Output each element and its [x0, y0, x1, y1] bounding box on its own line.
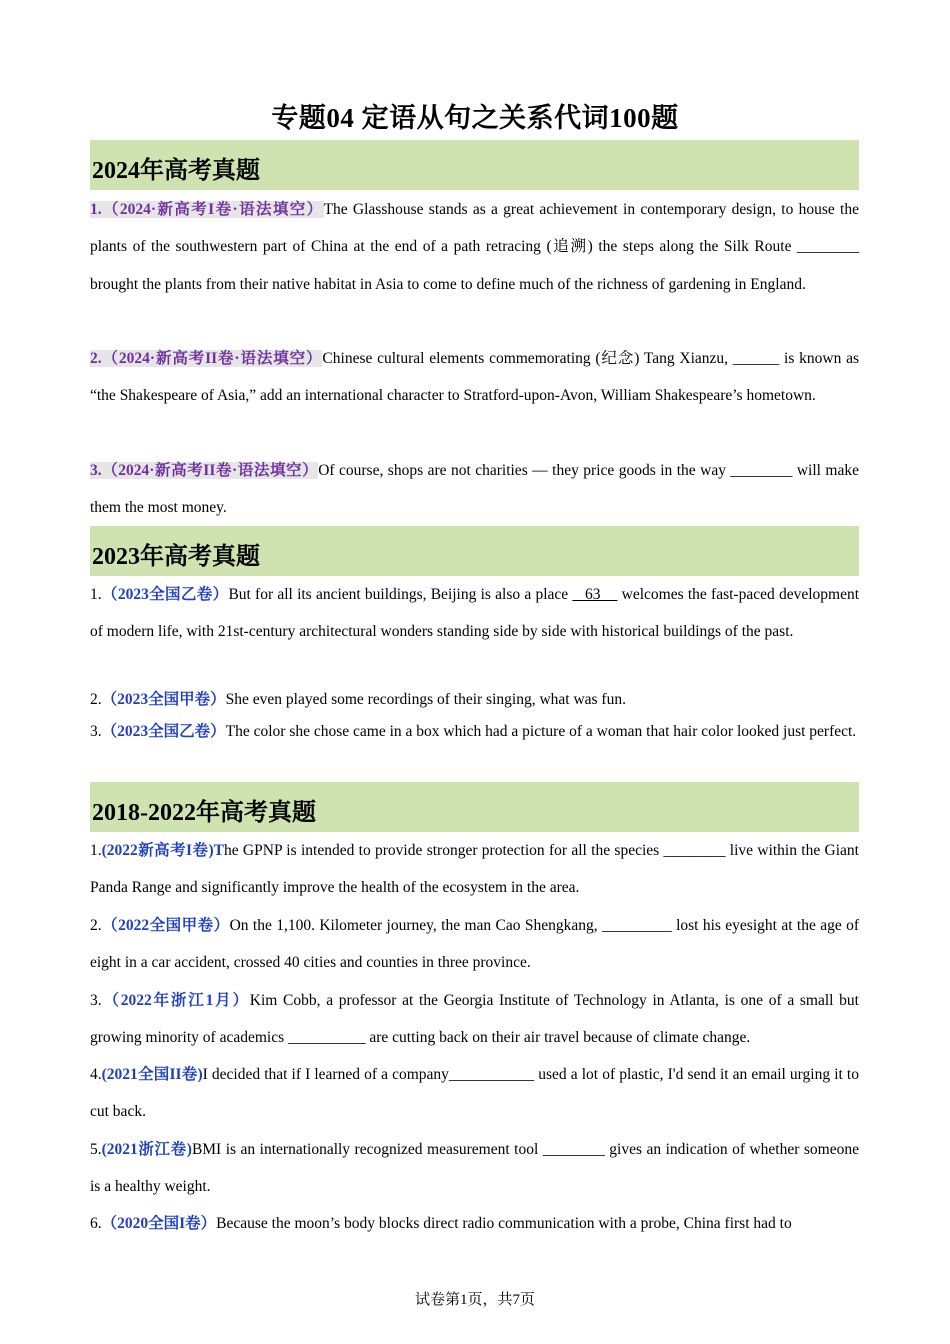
question-number: 3. — [90, 723, 102, 740]
question-number: 2. — [90, 691, 102, 708]
question-source-label: （2022全国甲卷） — [101, 917, 230, 934]
question-source-label: （2023全国乙卷） — [101, 723, 226, 740]
question-text: Kim Cobb, a professor at the Georgia Institute of Technology in Atlanta, is one of a small but growing minority of academics __________ are cutting back on their air travel because of climate change. — [90, 992, 859, 1047]
question-2022-3 — [90, 982, 859, 1057]
question-2022-2 — [90, 907, 859, 982]
question-source — [90, 350, 322, 367]
question-2024-2 — [90, 340, 859, 415]
question-2023-1 — [90, 576, 859, 651]
section-heading-text: 2018-2022年高考真题 — [92, 800, 316, 826]
question-number: 2. — [90, 917, 102, 934]
question-source-label: （2023全国甲卷） — [101, 691, 226, 708]
question-source — [90, 462, 318, 479]
question-2024-3 — [90, 452, 859, 527]
question-number: 2. — [90, 350, 102, 367]
question-2023-2 — [90, 684, 859, 716]
question-number: 1. — [90, 842, 102, 859]
question-number: 3. — [90, 992, 102, 1009]
question-text: The color she chose came in a box which had a picture of a woman that hair color looked just perfect. — [225, 723, 857, 740]
question-number: 3. — [90, 462, 102, 479]
question-source-label: （2024·新高考I卷·语法填空） — [101, 201, 324, 218]
question-text: I decided that if I learned of a company___________ used a lot of plastic, I'd send it an email urging it to cut back. — [90, 1066, 859, 1121]
question-text: On the 1,100. Kilometer journey, the man Cao Shengkang, _________ lost his eyesight at the age of eight in a car accident, crossed 40 cities and counties in three province. — [90, 917, 859, 972]
question-text: Of course, shops are not charities — they price goods in the way ________ will make them the most money. — [90, 462, 859, 517]
section-heading-text: 2023年高考真题 — [92, 544, 260, 570]
question-2024-1 — [90, 191, 859, 303]
question-text: Chinese cultural elements commemorating (纪念) Tang Xianzu, ______ is known as “the Shakespeare of Asia,” add an international character to Stratford-upon-Avon, William Shakespeare’s hometown. — [90, 350, 860, 405]
question-number: 5. — [90, 1141, 102, 1158]
section-heading-2018-2022 — [90, 782, 859, 832]
question-source-label: （2022年浙江1月） — [101, 992, 250, 1009]
question-source-label: (2021浙江卷) — [101, 1141, 192, 1158]
section-heading-text: 2024年高考真题 — [92, 158, 260, 184]
question-source-label: （2024·新高考II卷·语法填空） — [101, 462, 319, 479]
question-text: welcomes the fast-paced development of modern life, with 21st-century architectural wonders standing side by side with historical buildings of the past. — [90, 586, 860, 641]
question-number: 1. — [90, 586, 102, 603]
question-number: 1. — [90, 201, 102, 218]
question-2021-4 — [90, 1056, 859, 1131]
question-2023-3 — [90, 716, 859, 748]
question-2020-6 — [90, 1205, 859, 1242]
page-title: 专题04 定语从句之关系代词100题 — [271, 103, 679, 133]
question-source-label: （2020全国I卷） — [101, 1215, 217, 1232]
question-2022-1 — [90, 832, 859, 907]
page-footer: 试卷第1页，共7页 — [414, 1292, 535, 1308]
question-text: She even played some recordings of their singing, what was fun. — [225, 691, 626, 708]
question-source — [90, 201, 324, 218]
question-text: The Glasshouse stands as a great achievement in contemporary design, to house the plants of the southwestern part of China at the end of a path retracing (追溯) the steps along the Silk Route ________ brought the plants from their native habitat in Asia to come to define much of the richness of gardening in England. — [90, 201, 859, 293]
answer-blank: 63 — [572, 586, 618, 603]
section-heading-2024 — [90, 140, 859, 190]
question-2021-5 — [90, 1131, 859, 1206]
question-text: Because the moon’s body blocks direct radio communication with a probe, China first had to — [216, 1215, 792, 1232]
question-text: he GPNP is intended to provide stronger protection for all the species ________ live within the Giant Panda Range and significantly improve the health of the ecosystem in the area. — [90, 842, 859, 897]
question-source-label: （2024·新高考II卷·语法填空） — [101, 350, 323, 367]
question-number: 4. — [90, 1066, 102, 1083]
question-source-label: (2022新高考I卷)T — [101, 842, 224, 859]
question-source-label: （2023全国乙卷） — [101, 586, 229, 603]
section-heading-2023 — [90, 526, 859, 576]
question-number: 6. — [90, 1215, 102, 1232]
question-text: BMI is an internationally recognized measurement tool ________ gives an indication of whether someone is a healthy weight. — [90, 1141, 859, 1196]
question-source-label: (2021全国II卷) — [101, 1066, 203, 1083]
question-text: But for all its ancient buildings, Beijing is also a place — [228, 586, 573, 603]
